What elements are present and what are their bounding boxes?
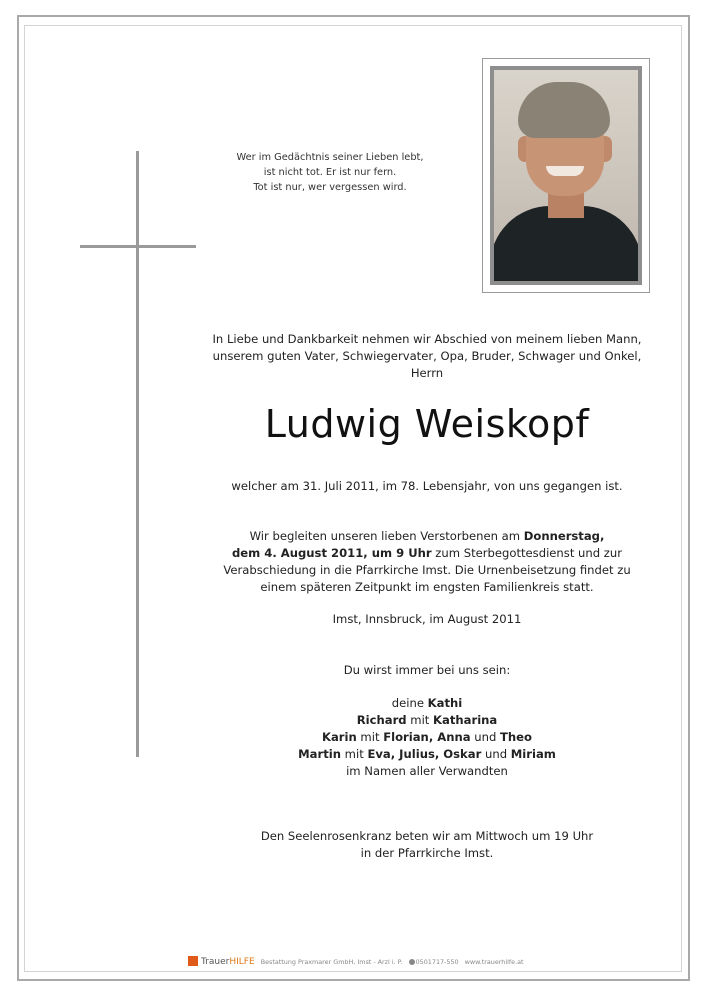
death-notice-line: welcher am 31. Juli 2011, im 78. Lebensjahr, von uns gegangen ist.: [231, 479, 623, 493]
cross-vertical-bar: [136, 151, 139, 757]
place-date: Imst, Innsbruck, im August 2011: [332, 612, 522, 626]
service-text: Wir begleiten unseren lieben Verstorbenen am: [249, 529, 524, 543]
quote-line: Tot ist nur, wer vergessen wird.: [253, 182, 407, 193]
intro-line: unserem guten Vater, Schwiegervater, Opa, Bruder, Schwager und Onkel,: [212, 349, 642, 363]
portrait-frame: [482, 58, 650, 293]
mourner-row: Richard mit Katharina: [356, 713, 498, 727]
always-with-us: Du wirst immer bei uns sein:: [343, 663, 511, 677]
quote-line: ist nicht tot. Er ist nur fern.: [263, 167, 397, 178]
footer-logo-part1: Trauer: [201, 957, 230, 967]
rosary-notice: [190, 828, 664, 862]
service-text: einem späteren Zeitpunkt im engsten Familienkreis statt.: [260, 580, 594, 594]
memorial-quote: [226, 150, 434, 195]
mourner-row: Martin mit Eva, Julius, Oskar und Miriam: [298, 747, 556, 761]
deceased-name: Ludwig Weiskopf: [264, 402, 590, 446]
intro-line: Herrn: [410, 366, 444, 380]
mourner-row: im Namen aller Verwandten: [346, 764, 508, 778]
trauerhilfe-logo-icon: [188, 956, 198, 966]
farewell-intro: [190, 331, 664, 382]
service-day: Donnerstag,: [523, 529, 605, 543]
cross-horizontal-bar: [80, 245, 196, 248]
service-text: zum Sterbegottesdienst und zur: [431, 546, 622, 560]
footer-company: Bestattung Praxmarer GmbH, Imst - Arzl i. P.: [260, 958, 403, 966]
service-details: [198, 528, 656, 596]
phone-icon: [409, 959, 415, 965]
footer-website[interactable]: www.trauerhilfe.at: [464, 958, 524, 966]
mourner-row: Karin mit Florian, Anna und Theo: [321, 730, 532, 744]
service-date-time: dem 4. August 2011, um 9 Uhr: [231, 546, 432, 560]
mourner-row: deine Kathi: [391, 696, 463, 710]
rosary-line: in der Pfarrkirche Imst.: [360, 846, 494, 860]
footer-logo-part2: HILFE: [229, 957, 255, 967]
footer: [188, 955, 528, 969]
intro-line: In Liebe und Dankbarkeit nehmen wir Abschied von meinem lieben Mann,: [212, 332, 642, 346]
portrait-mat: [490, 66, 642, 285]
mourners-list: [190, 695, 664, 780]
service-text: Verabschiedung in die Pfarrkirche Imst. Die Urnenbeisetzung findet zu: [223, 563, 631, 577]
portrait-photo: [494, 70, 638, 281]
rosary-line: Den Seelenrosenkranz beten wir am Mittwoch um 19 Uhr: [260, 829, 594, 843]
quote-line: Wer im Gedächtnis seiner Lieben lebt,: [236, 152, 424, 163]
footer-phone: 0501717-550: [415, 958, 459, 966]
